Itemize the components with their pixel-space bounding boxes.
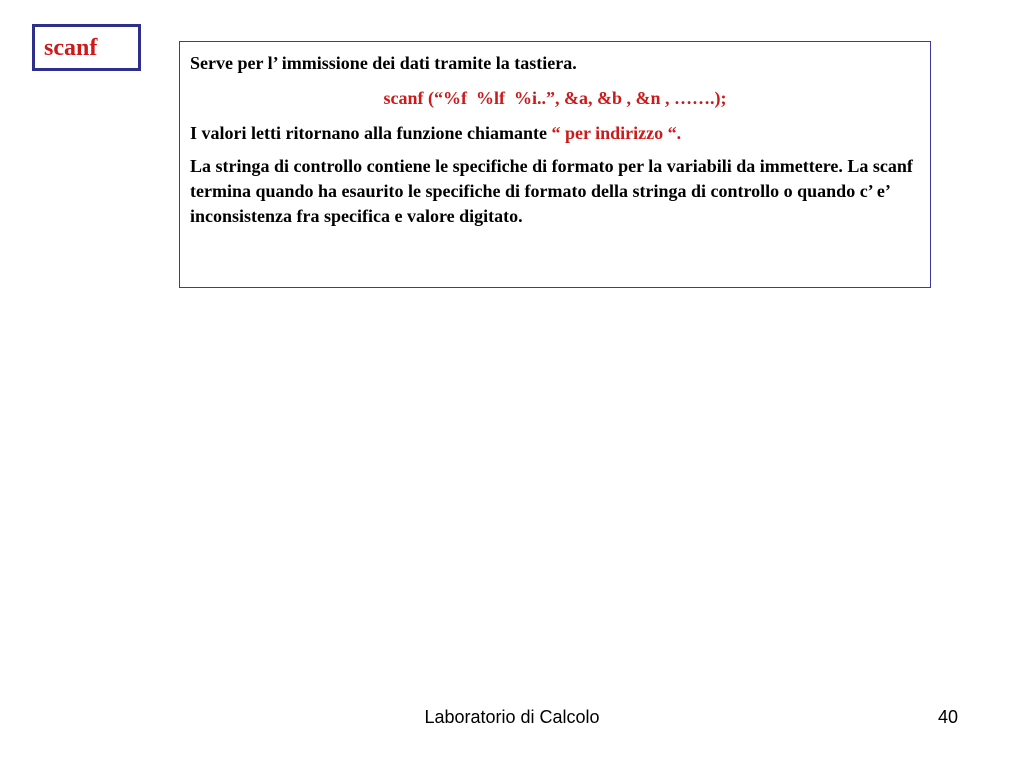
code-example: scanf (“%f %lf %i..”, &a, &b , &n , …….); (383, 88, 727, 108)
return-highlight: “ per indirizzo “. (551, 123, 682, 143)
content-text-box (179, 41, 931, 288)
footer-course: Laboratorio di Calcolo (424, 707, 600, 727)
description-text: La stringa di controllo contiene le specifiche di formato per la variabili da immettere. La scanf termina quando ha esaurito le specifiche di formato della stringa di controllo o quando c’ e’ inconsistenza fra specifica e valore digitato. (190, 156, 913, 226)
slide-title: scanf (44, 35, 98, 61)
return-sentence (190, 121, 920, 146)
intro-text: Serve per l’ immissione dei dati tramite la tastiera. (190, 53, 577, 73)
page-number: 40 (938, 707, 959, 727)
return-text: I valori letti ritornano alla funzione chiamante (190, 123, 552, 143)
slide-title-box (32, 24, 141, 71)
